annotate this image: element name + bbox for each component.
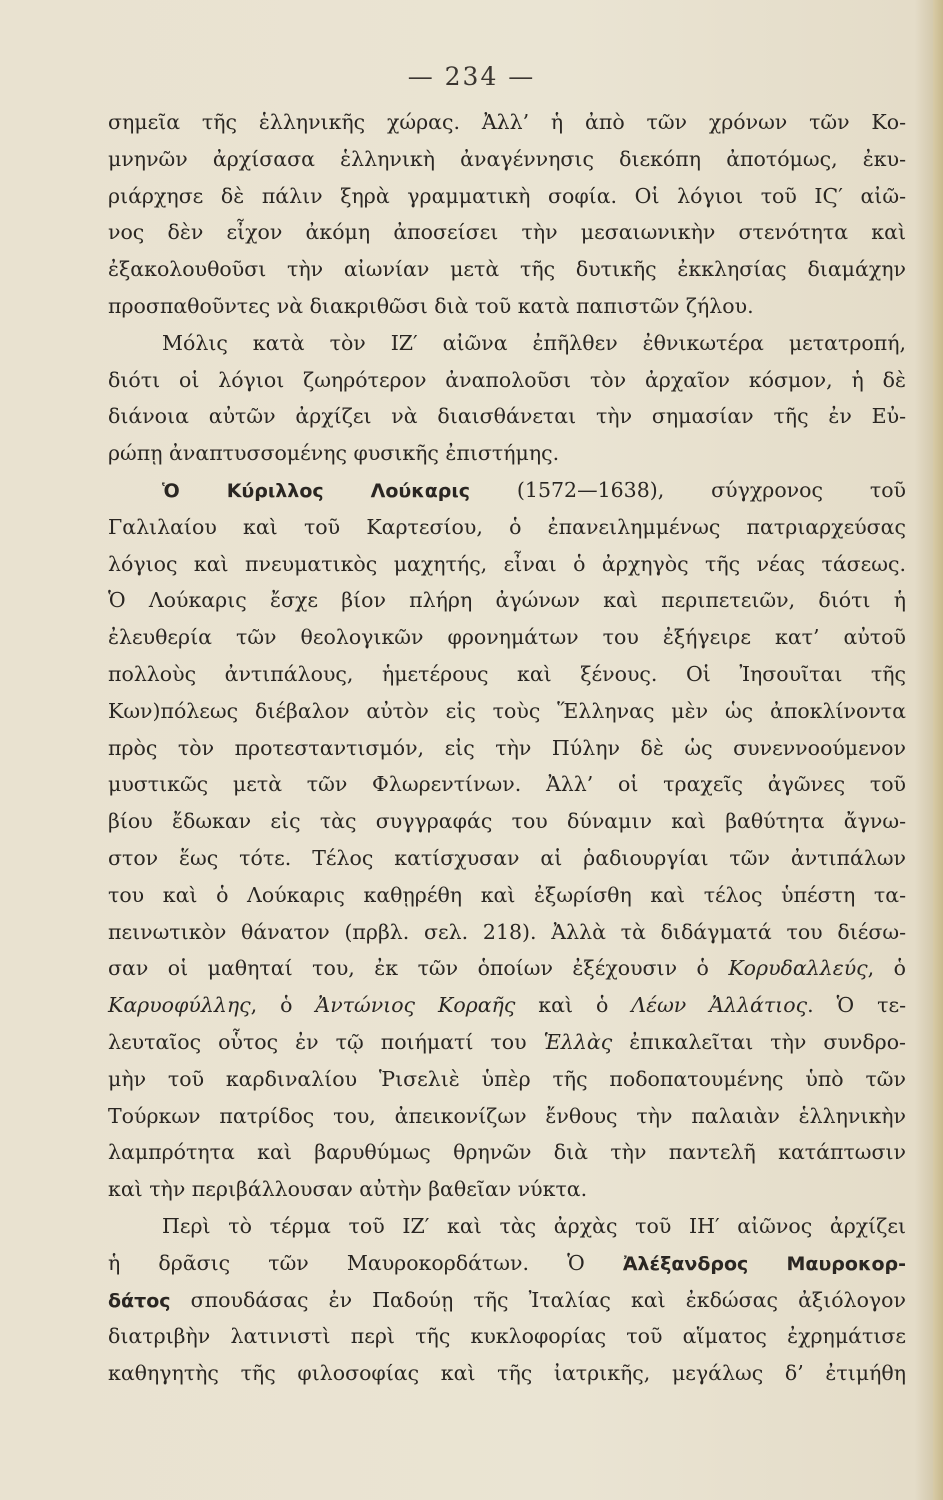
text-line: [108, 803, 906, 840]
text-fragment: μυστικῶς μετὰ τῶν Φλωρεντίνων. Ἀλλ’ οἱ τραχεῖς ἀγῶνες τοῦ: [108, 772, 906, 797]
text-line: [108, 766, 906, 803]
text-fragment: Περὶ τὸ τέρμα τοῦ ΙΖ′ καὶ τὰς ἀρχὰς τοῦ ΙΗ′ αἰῶνος ἀρχίζει: [162, 1213, 906, 1238]
text-fragment: σαν οἱ μαθηταί του, ἐκ τῶν ὁποίων ἐξέχουσιν ὁ: [108, 956, 729, 981]
text-fragment: Μόλις κατὰ τὸν ΙΖ′ αἰῶνα ἐπῆλθεν ἐθνικωτέρα μετατροπή,: [162, 330, 906, 355]
text-fragment: καὶ τὴν περιβάλλουσαν αὐτὴν βαθεῖαν νύκτα.: [108, 1177, 588, 1202]
text-fragment: (1572—1638), σύγχρονος τοῦ: [470, 477, 906, 502]
text-line: [108, 1024, 906, 1061]
text-line: [108, 288, 906, 325]
italic-text: Καρυοφύλλης: [108, 993, 251, 1018]
text-fragment: λαμπρότητα καὶ βαρυθύμως θρηνῶν διὰ τὴν παντελῆ κατάπτωσιν: [108, 1140, 906, 1165]
text-line: [108, 1318, 906, 1355]
text-fragment: λόγιος καὶ πνευματικὸς μαχητής, εἶναι ὁ ἀρχηγὸς τῆς νέας τάσεως.: [108, 551, 906, 576]
text-line: [108, 325, 906, 362]
text-line: [108, 178, 906, 215]
text-line: [108, 693, 906, 730]
text-line: [108, 582, 906, 619]
text-line: [108, 362, 906, 399]
text-fragment: . Ὁ τε-: [807, 993, 907, 1018]
italic-text: Κορυδαλλεύς: [728, 956, 868, 981]
text-line: [108, 214, 906, 251]
text-line: [108, 1098, 906, 1135]
text-line: [108, 1355, 906, 1392]
text-line: [108, 1245, 906, 1282]
text-fragment: Κων)πόλεως διέβαλον αὐτὸν εἰς τοὺς Ἕλληνας μὲν ὡς ἀποκλίνοντα: [108, 698, 906, 723]
text-fragment: ἐλευθερία τῶν θεολογικῶν φρονημάτων του ἐξήγειρε κατ’ αὐτοῦ: [108, 625, 906, 650]
text-line: [108, 1282, 906, 1319]
text-line: [108, 1171, 906, 1208]
text-fragment: , ὁ: [867, 956, 906, 981]
text-fragment: πρὸς τὸν προτεσταντισμόν, εἰς τὴν Πύλην δὲ ὡς συνεννοούμενον: [108, 735, 906, 760]
text-line: [108, 435, 906, 472]
italic-text: Λέων Ἀλλάτιος: [631, 993, 808, 1018]
text-fragment: του καὶ ὁ Λούκαρις καθῃρέθη καὶ ἐξωρίσθη καὶ τέλος ὑπέστη τα-: [108, 882, 906, 907]
text-fragment: ἐπικαλεῖται τὴν συνδρο-: [612, 1029, 906, 1054]
text-fragment: σημεῖα τῆς ἑλληνικῆς χώρας. Ἀλλ’ ἡ ἀπὸ τῶν χρόνων τῶν Κο-: [108, 110, 906, 134]
text-fragment: διατριβὴν λατινιστὶ περὶ τῆς κυκλοφορίας τοῦ αἵματος ἐχρημάτισε: [108, 1324, 906, 1349]
text-line: [108, 509, 906, 546]
italic-text: Ἑλλὰς: [543, 1029, 613, 1054]
text-line: [108, 840, 906, 877]
text-fragment: λευταῖος οὗτος ἐν τῷ ποιήματί του: [108, 1029, 544, 1054]
page-edge: [933, 0, 943, 1500]
text-fragment: ἐξακολουθοῦσι τὴν αἰωνίαν μετὰ τῆς δυτικῆς ἐκκλησίας διαμάχην: [108, 257, 906, 282]
text-fragment: καθηγητὴς τῆς φιλοσοφίας καὶ τῆς ἰατρικῆς, μεγάλως δ’ ἐτιμήθη: [108, 1361, 906, 1386]
text-fragment: ρώπῃ ἀναπτυσσομένης φυσικῆς ἐπιστήμης.: [108, 441, 560, 466]
text-fragment: βίου ἔδωκαν εἰς τὰς συγγραφάς του δύναμιν καὶ βαθύτητα ἄγνω-: [108, 809, 906, 834]
text-fragment: στον ἕως τότε. Τέλος κατίσχυσαν αἱ ῥαδιουργίαι τῶν ἀντιπάλων: [108, 845, 906, 870]
text-fragment: ἡ δρᾶσις τῶν Μαυροκορδάτων. Ὁ: [108, 1250, 623, 1275]
text-fragment: μνηνῶν ἀρχίσασα ἑλληνικὴ ἀναγέννησις διεκόπη ἀποτόμως, ἐκυ-: [108, 146, 906, 171]
text-fragment: Γαλιλαίου καὶ τοῦ Καρτεσίου, ὁ ἐπανειλημμένως πατριαρχεύσας: [108, 514, 906, 539]
text-fragment: μὴν τοῦ καρδιναλίου Ῥισελιὲ ὑπὲρ τῆς ποδοπατουμένης ὑπὸ τῶν: [108, 1066, 906, 1091]
person-name: Ἀλέξανδρος Μαυροκορ-: [622, 1252, 906, 1275]
text-line: [108, 104, 906, 141]
text-line: [108, 546, 906, 583]
text-line: [108, 141, 906, 178]
text-line: [108, 1134, 906, 1171]
italic-text: Ἀντώνιος Κοραῆς: [315, 993, 516, 1018]
text-line: [108, 472, 906, 509]
body-text: [108, 104, 906, 1392]
text-line: [108, 877, 906, 914]
text-line: [108, 656, 906, 693]
text-line: [108, 987, 906, 1024]
text-fragment: , ὁ: [250, 993, 316, 1018]
text-line: [108, 950, 906, 987]
text-fragment: πολλοὺς ἀντιπάλους, ἡμετέρους καὶ ξένους. Οἱ Ἰησουῖται τῆς: [108, 661, 906, 686]
text-line: [108, 1208, 906, 1245]
text-fragment: καὶ ὁ: [515, 993, 632, 1018]
text-fragment: ριάρχησε δὲ πάλιν ξηρὰ γραμματικὴ σοφία. Οἱ λόγιοι τοῦ ΙϚ′ αἰῶ-: [108, 183, 906, 208]
person-name: δάτος: [108, 1289, 171, 1312]
text-fragment: Ὁ Λούκαρις ἔσχε βίον πλήρη ἀγώνων καὶ περιπετειῶν, διότι ἡ: [108, 588, 906, 613]
text-line: [108, 914, 906, 951]
text-fragment: διάνοια αὐτῶν ἀρχίζει νὰ διαισθάνεται τὴν σημασίαν τῆς ἐν Εὐ-: [108, 404, 906, 429]
text-line: [108, 1061, 906, 1098]
text-fragment: σπουδάσας ἐν Παδούῃ τῆς Ἰταλίας καὶ ἐκδώσας ἀξιόλογον: [170, 1287, 906, 1312]
text-line: [108, 398, 906, 435]
text-fragment: νος δὲν εἶχον ἀκόμη ἀποσείσει τὴν μεσαιωνικὴν στενότητα καὶ: [108, 220, 906, 245]
text-fragment: Τούρκων πατρίδος του, ἀπεικονίζων ἔνθους τὴν παλαιὰν ἑλληνικὴν: [108, 1103, 906, 1128]
text-line: [108, 730, 906, 767]
text-fragment: πεινωτικὸν θάνατον (πρβλ. σελ. 218). Ἀλλὰ τὰ διδάγματά του διέσω-: [108, 919, 906, 944]
text-fragment: προσπαθοῦντες νὰ διακριθῶσι διὰ τοῦ κατὰ παπιστῶν ζήλου.: [108, 293, 754, 318]
person-name: Ὁ Κύριλλος Λούκαρις: [162, 479, 471, 502]
text-line: [108, 619, 906, 656]
text-line: [108, 251, 906, 288]
page-number: — 234 —: [407, 62, 536, 91]
text-fragment: διότι οἱ λόγιοι ζωηρότερον ἀναπολοῦσι τὸν ἀρχαῖον κόσμον, ἡ δὲ: [108, 367, 906, 392]
